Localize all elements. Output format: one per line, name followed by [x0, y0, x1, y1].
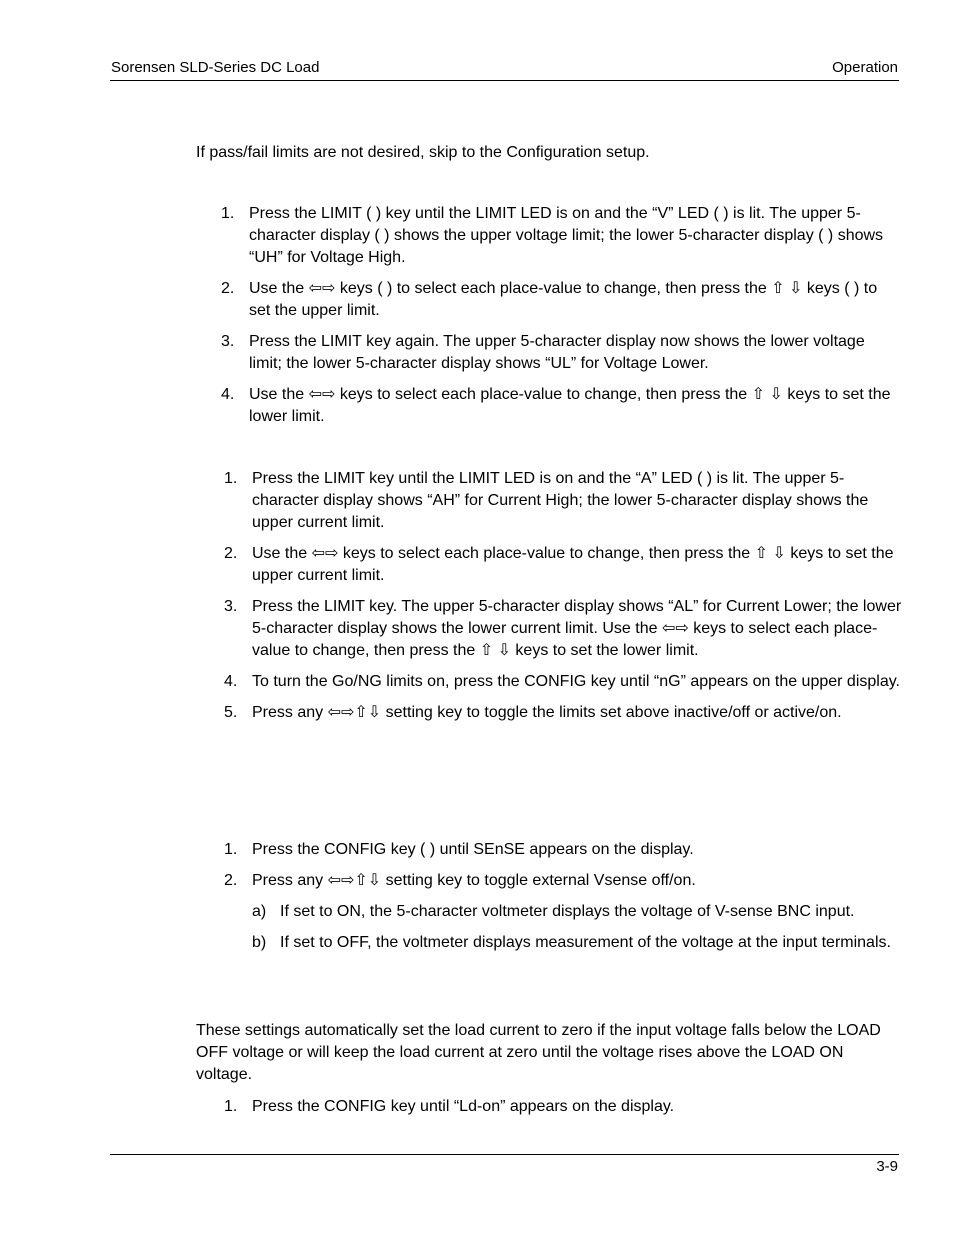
list-item — [224, 839, 904, 861]
footer-rule — [110, 1154, 899, 1155]
intro-paragraph: If pass/fail limits are not desired, skip to the Configuration setup. — [196, 144, 650, 161]
running-header-title: Sorensen SLD-Series DC Load — [111, 59, 320, 76]
step-text: Press the CONFIG key until “Ld-on” appears on the display. — [252, 1098, 675, 1115]
step-text: Press any ⇦⇨⇧⇩ setting key to toggle external Vsense off/on. — [252, 872, 696, 889]
list-item — [221, 384, 901, 428]
step-number: 3. — [224, 598, 238, 615]
step-number: 1. — [224, 470, 238, 487]
step-number: 2. — [224, 545, 238, 562]
list-item — [224, 596, 904, 662]
step-number: 3. — [221, 333, 235, 350]
substep-letter: a) — [252, 903, 267, 920]
substep-text: If set to ON, the 5-character voltmeter displays the voltage of V-sense BNC input. — [280, 903, 855, 920]
sense-substeps — [224, 901, 904, 954]
list-item — [224, 901, 904, 923]
step-number: 2. — [224, 872, 238, 889]
step-text: Use the ⇦⇨ keys to select each place-value to change, then press the ⇧ ⇩ keys to set the lower limit. — [249, 386, 891, 425]
header-rule — [110, 80, 899, 81]
running-header-section: Operation — [832, 59, 898, 76]
step-text: Press the CONFIG key ( ) until SEnSE appears on the display. — [252, 841, 694, 858]
list-item — [224, 870, 904, 954]
substep-letter: b) — [252, 934, 267, 951]
load-on-off-paragraph: These settings automatically set the load current to zero if the input voltage falls below the LOAD OFF voltage or will keep the load current at zero until the voltage rises above the LOAD ON voltage. — [196, 1022, 881, 1083]
step-number: 4. — [221, 386, 235, 403]
list-item — [224, 1096, 904, 1118]
page-number: 3-9 — [876, 1158, 898, 1175]
step-number: 1. — [221, 205, 235, 222]
sense-steps — [224, 839, 904, 963]
list-item — [224, 702, 904, 724]
step-text: Press any ⇦⇨⇧⇩ setting key to toggle the limits set above inactive/off or active/on. — [252, 704, 842, 721]
substep-text: If set to OFF, the voltmeter displays measurement of the voltage at the input terminals. — [280, 934, 891, 951]
step-number: 4. — [224, 673, 238, 690]
list-item — [221, 203, 901, 269]
step-number: 2. — [221, 280, 235, 297]
current-limit-steps — [224, 468, 904, 733]
list-item — [224, 543, 904, 587]
step-text: Use the ⇦⇨ keys ( ) to select each place-value to change, then press the ⇧ ⇩ keys ( ) to set the upper limit. — [249, 280, 878, 319]
step-text: Press the LIMIT key again. The upper 5-character display now shows the lower voltage limit; the lower 5-character display shows “UL” for Voltage Lower. — [249, 333, 865, 372]
step-text: Press the LIMIT ( ) key until the LIMIT LED is on and the “V” LED ( ) is lit. The upper 5-character display ( ) shows the upper voltage limit; the lower 5-character display ( ) shows “UH” for Voltage High. — [249, 205, 884, 266]
step-text: To turn the Go/NG limits on, press the CONFIG key until “nG” appears on the upper display. — [252, 673, 900, 690]
step-text: Press the LIMIT key. The upper 5-character display shows “AL” for Current Lower; the lower 5-character display shows the lower current limit. Use the ⇦⇨ keys to select each place-value to change, then press the ⇧ ⇩ keys to set the lower limit. — [252, 598, 902, 659]
voltage-limit-steps — [221, 203, 901, 437]
step-number: 1. — [224, 841, 238, 858]
list-item — [224, 671, 904, 693]
step-text: Use the ⇦⇨ keys to select each place-value to change, then press the ⇧ ⇩ keys to set the upper current limit. — [252, 545, 894, 584]
list-item — [224, 468, 904, 534]
load-steps — [224, 1096, 904, 1127]
step-number: 1. — [224, 1098, 238, 1115]
list-item — [224, 932, 904, 954]
list-item — [221, 331, 901, 375]
step-text: Press the LIMIT key until the LIMIT LED is on and the “A” LED ( ) is lit. The upper 5-character display shows “AH” for Current High; the lower 5-character display shows the upper current limit. — [252, 470, 869, 531]
list-item — [221, 278, 901, 322]
step-number: 5. — [224, 704, 238, 721]
